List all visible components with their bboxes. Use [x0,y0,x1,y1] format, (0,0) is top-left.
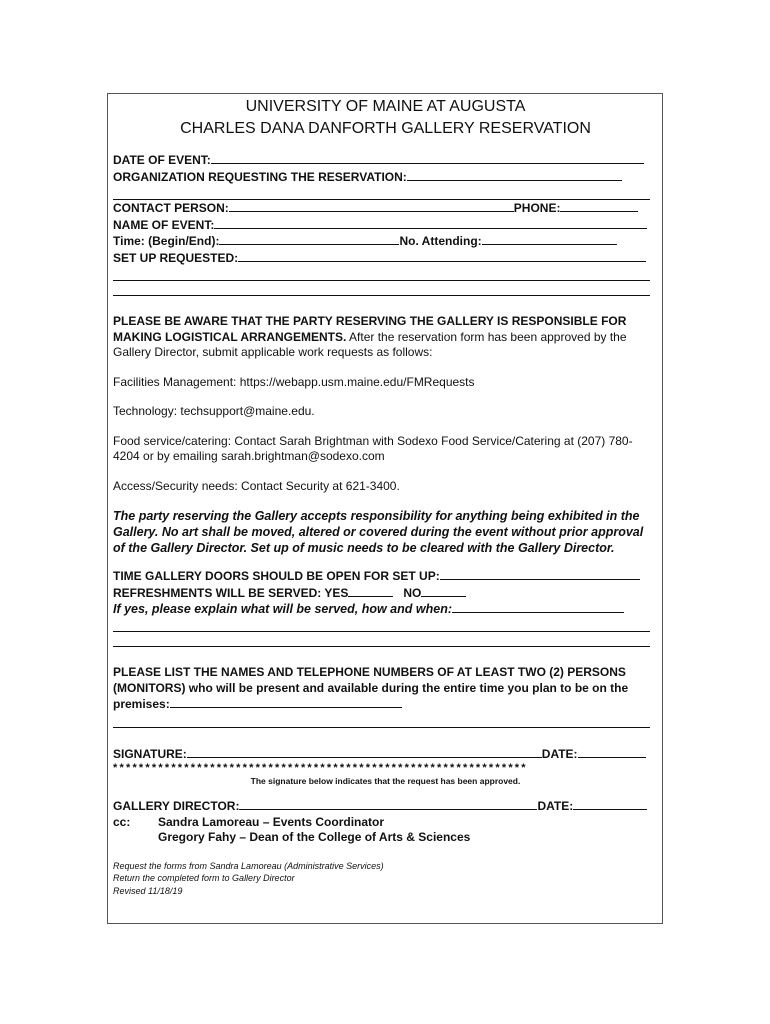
contact-person-field[interactable] [229,200,514,212]
director-field[interactable] [239,798,537,810]
time-field[interactable] [219,233,399,245]
signature-date-label: DATE: [541,746,578,761]
notice-bold: PLEASE BE AWARE THAT THE PARTY RESERVING THE GALLERY IS RESPONSIBLE FOR MAKING LOGISTICAL ARRANGEMENTS. [113,314,627,344]
notice-paragraph [113,314,658,361]
setup-requested-field[interactable] [238,250,646,262]
footer-line-1: Request the forms from Sandra Lamoreau (Administrative Services) [113,860,384,871]
approval-note: The signature below indicates that the request has been approved. [250,776,521,786]
monitors-text: PLEASE LIST THE NAMES AND TELEPHONE NUMBERS OF AT LEAST TWO (2) PERSONS (MONITORS) who will be present and available during the entire time you plan to be on the premises: [113,665,629,711]
footer-line-2: Return the completed form to Gallery Director [113,873,295,883]
cc-dean: Gregory Fahy – Dean of the College of Arts & Sciences [158,830,471,844]
date-of-event-field[interactable] [211,152,644,164]
attending-label: No. Attending: [399,234,482,248]
no-label: NO [403,585,422,600]
explain-field[interactable] [452,601,624,613]
attending-field[interactable] [482,233,617,245]
date-of-event-label: DATE OF EVENT: [113,153,211,167]
organization-label: ORGANIZATION REQUESTING THE RESERVATION: [113,169,407,184]
signature-date-field[interactable] [578,746,646,758]
event-name-row [113,217,658,234]
setup-requested-line2[interactable] [113,266,650,281]
monitors-field[interactable] [170,696,402,708]
refreshments-label: REFRESHMENTS WILL BE SERVED: YES [113,585,349,600]
director-row [113,798,658,815]
cc-label: cc: [113,814,131,829]
event-name-field[interactable] [214,217,647,229]
setup-requested-row [113,250,658,267]
organization-field-line2[interactable] [113,185,650,200]
explain-row [113,601,658,617]
yes-field[interactable] [348,585,393,597]
phone-field[interactable] [560,200,638,212]
setup-requested-line3[interactable] [113,281,650,296]
setup-requested-label: SET UP REQUESTED: [113,250,239,265]
notice-normal: After the reservation form has been approved by the Gallery Director, submit applicable work requests as follows: [113,329,627,359]
signature-label: SIGNATURE: [113,746,187,761]
no-field[interactable] [421,585,466,597]
signature-field[interactable] [187,746,542,758]
footer-revised: Revised 11/18/19 [113,885,183,896]
director-label: GALLERY DIRECTOR: [113,799,240,813]
contact-person-label: CONTACT PERSON: [113,201,229,215]
event-name-label: NAME OF EVENT: [113,217,215,232]
facilities-contact: Facilities Management: https://webapp.usm.maine.edu/FMRequests [113,374,475,389]
responsibility-statement: The party reserving the Gallery accepts responsibility for anything being exhibited in the Gallery. No art shall be moved, altered or covered during the event without prior approval of the Gallery Director. Set up of music needs to be cleared with the Gallery Director. [113,509,644,555]
explain-label: If yes, please explain what will be served, how and when: [113,602,452,616]
organization-row [113,169,658,186]
explain-line3[interactable] [113,632,650,647]
explain-line2[interactable] [113,617,650,632]
contact-row [113,200,658,217]
cc-events-coordinator: Sandra Lamoreau – Events Coordinator [158,814,385,829]
monitors-instructions [113,665,658,713]
reservation-form [113,96,658,897]
security-contact: Access/Security needs: Contact Security at 621-3400. [113,478,400,493]
time-label: Time: (Begin/End): [113,234,220,248]
doors-open-row [113,568,658,585]
refreshments-row [113,585,658,602]
director-date-label: DATE: [537,799,574,813]
cc-row-2 [113,830,658,846]
doors-open-field[interactable] [440,568,640,580]
cc-row-1 [113,815,658,831]
time-row [113,233,658,250]
doors-open-label: TIME GALLERY DOORS SHOULD BE OPEN FOR SET UP: [113,569,440,583]
phone-label: PHONE: [513,201,561,215]
separator-stars: **************************************************************** [113,762,528,774]
signature-row [113,746,658,763]
organization-field[interactable] [407,169,622,181]
director-date-field[interactable] [573,798,647,810]
form-title: CHARLES DANA DANFORTH GALLERY RESERVATION [180,120,591,137]
date-of-event-row [113,152,658,169]
food-service-contact: Food service/catering: Contact Sarah Brightman with Sodexo Food Service/Catering at (207) 780-4204 or by emailing sarah.brightman@sodexo.com [113,433,633,463]
university-title: UNIVERSITY OF MAINE AT AUGUSTA [245,98,526,115]
technology-contact: Technology: techsupport@maine.edu. [113,404,315,418]
monitors-line2[interactable] [113,713,650,728]
